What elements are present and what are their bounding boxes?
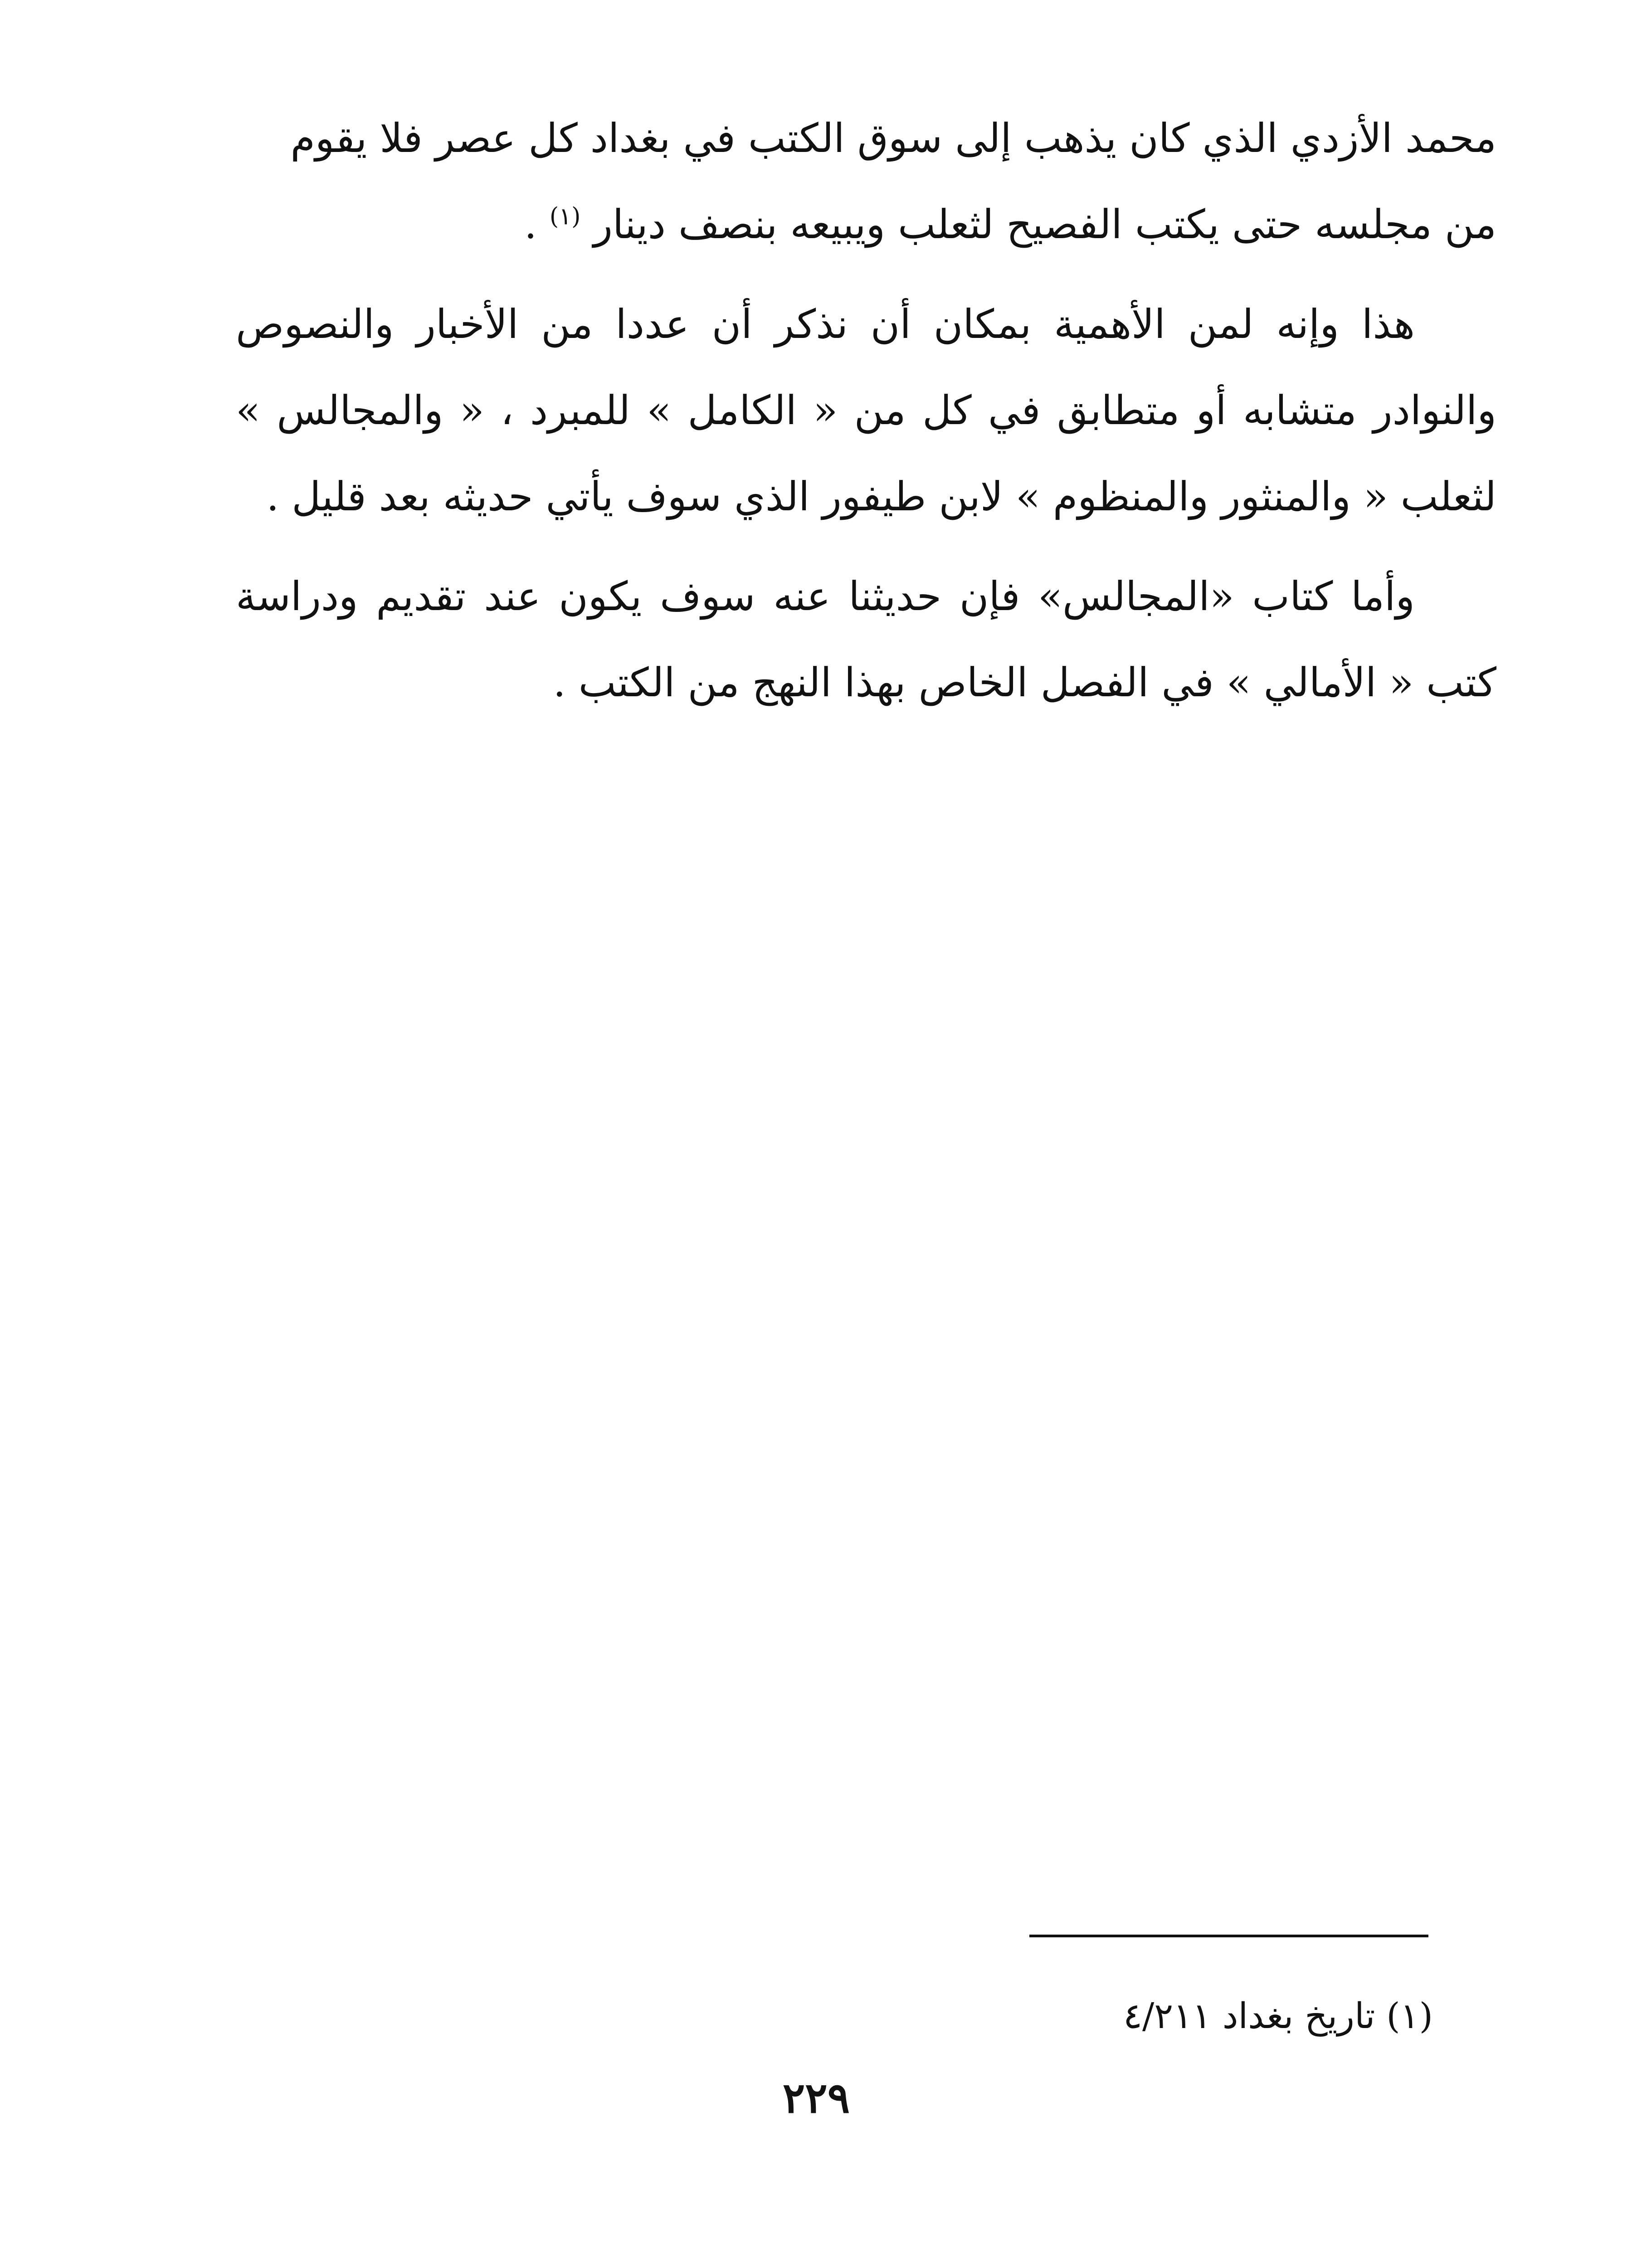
footnote: (١) تاريخ بغداد ٤/٢١١ xyxy=(1123,1996,1433,2037)
paragraph-1-line-2: من مجلسه حتى يكتب الفصيح لثعلب ويبيعه بنصف دينار xyxy=(593,201,1496,248)
footnote-reference: (١) xyxy=(549,203,581,230)
paragraph-1-end: . xyxy=(524,201,537,248)
main-text xyxy=(236,95,1496,739)
paragraph-3: وأما كتاب «المجالس» فإن حديثنا عنه سوف يكون عند تقديم ودراسة كتب « الأمالي » في الفصل الخاص بهذا النهج من الكتب . xyxy=(236,573,1496,706)
paragraph-1-line-1: محمد الأزدي الذي كان يذهب إلى سوق الكتب في بغداد كل عصر فلا يقوم xyxy=(290,115,1496,161)
footnote-divider xyxy=(1029,1935,1428,1937)
page-number: ٢٢٩ xyxy=(782,2073,850,2122)
paragraph-2: هذا وإنه لمن الأهمية بمكان أن نذكر أن عددا من الأخبار والنصوص والنوادر متشابه أو متطابق في كل من « الكامل » للمبرد ، « والمجالس » لثعلب « والمنثور والمنظوم » لابن طيفور الذي سوف يأتي حديثه بعد قليل . xyxy=(236,301,1496,520)
paragraph-1 xyxy=(236,95,1496,268)
